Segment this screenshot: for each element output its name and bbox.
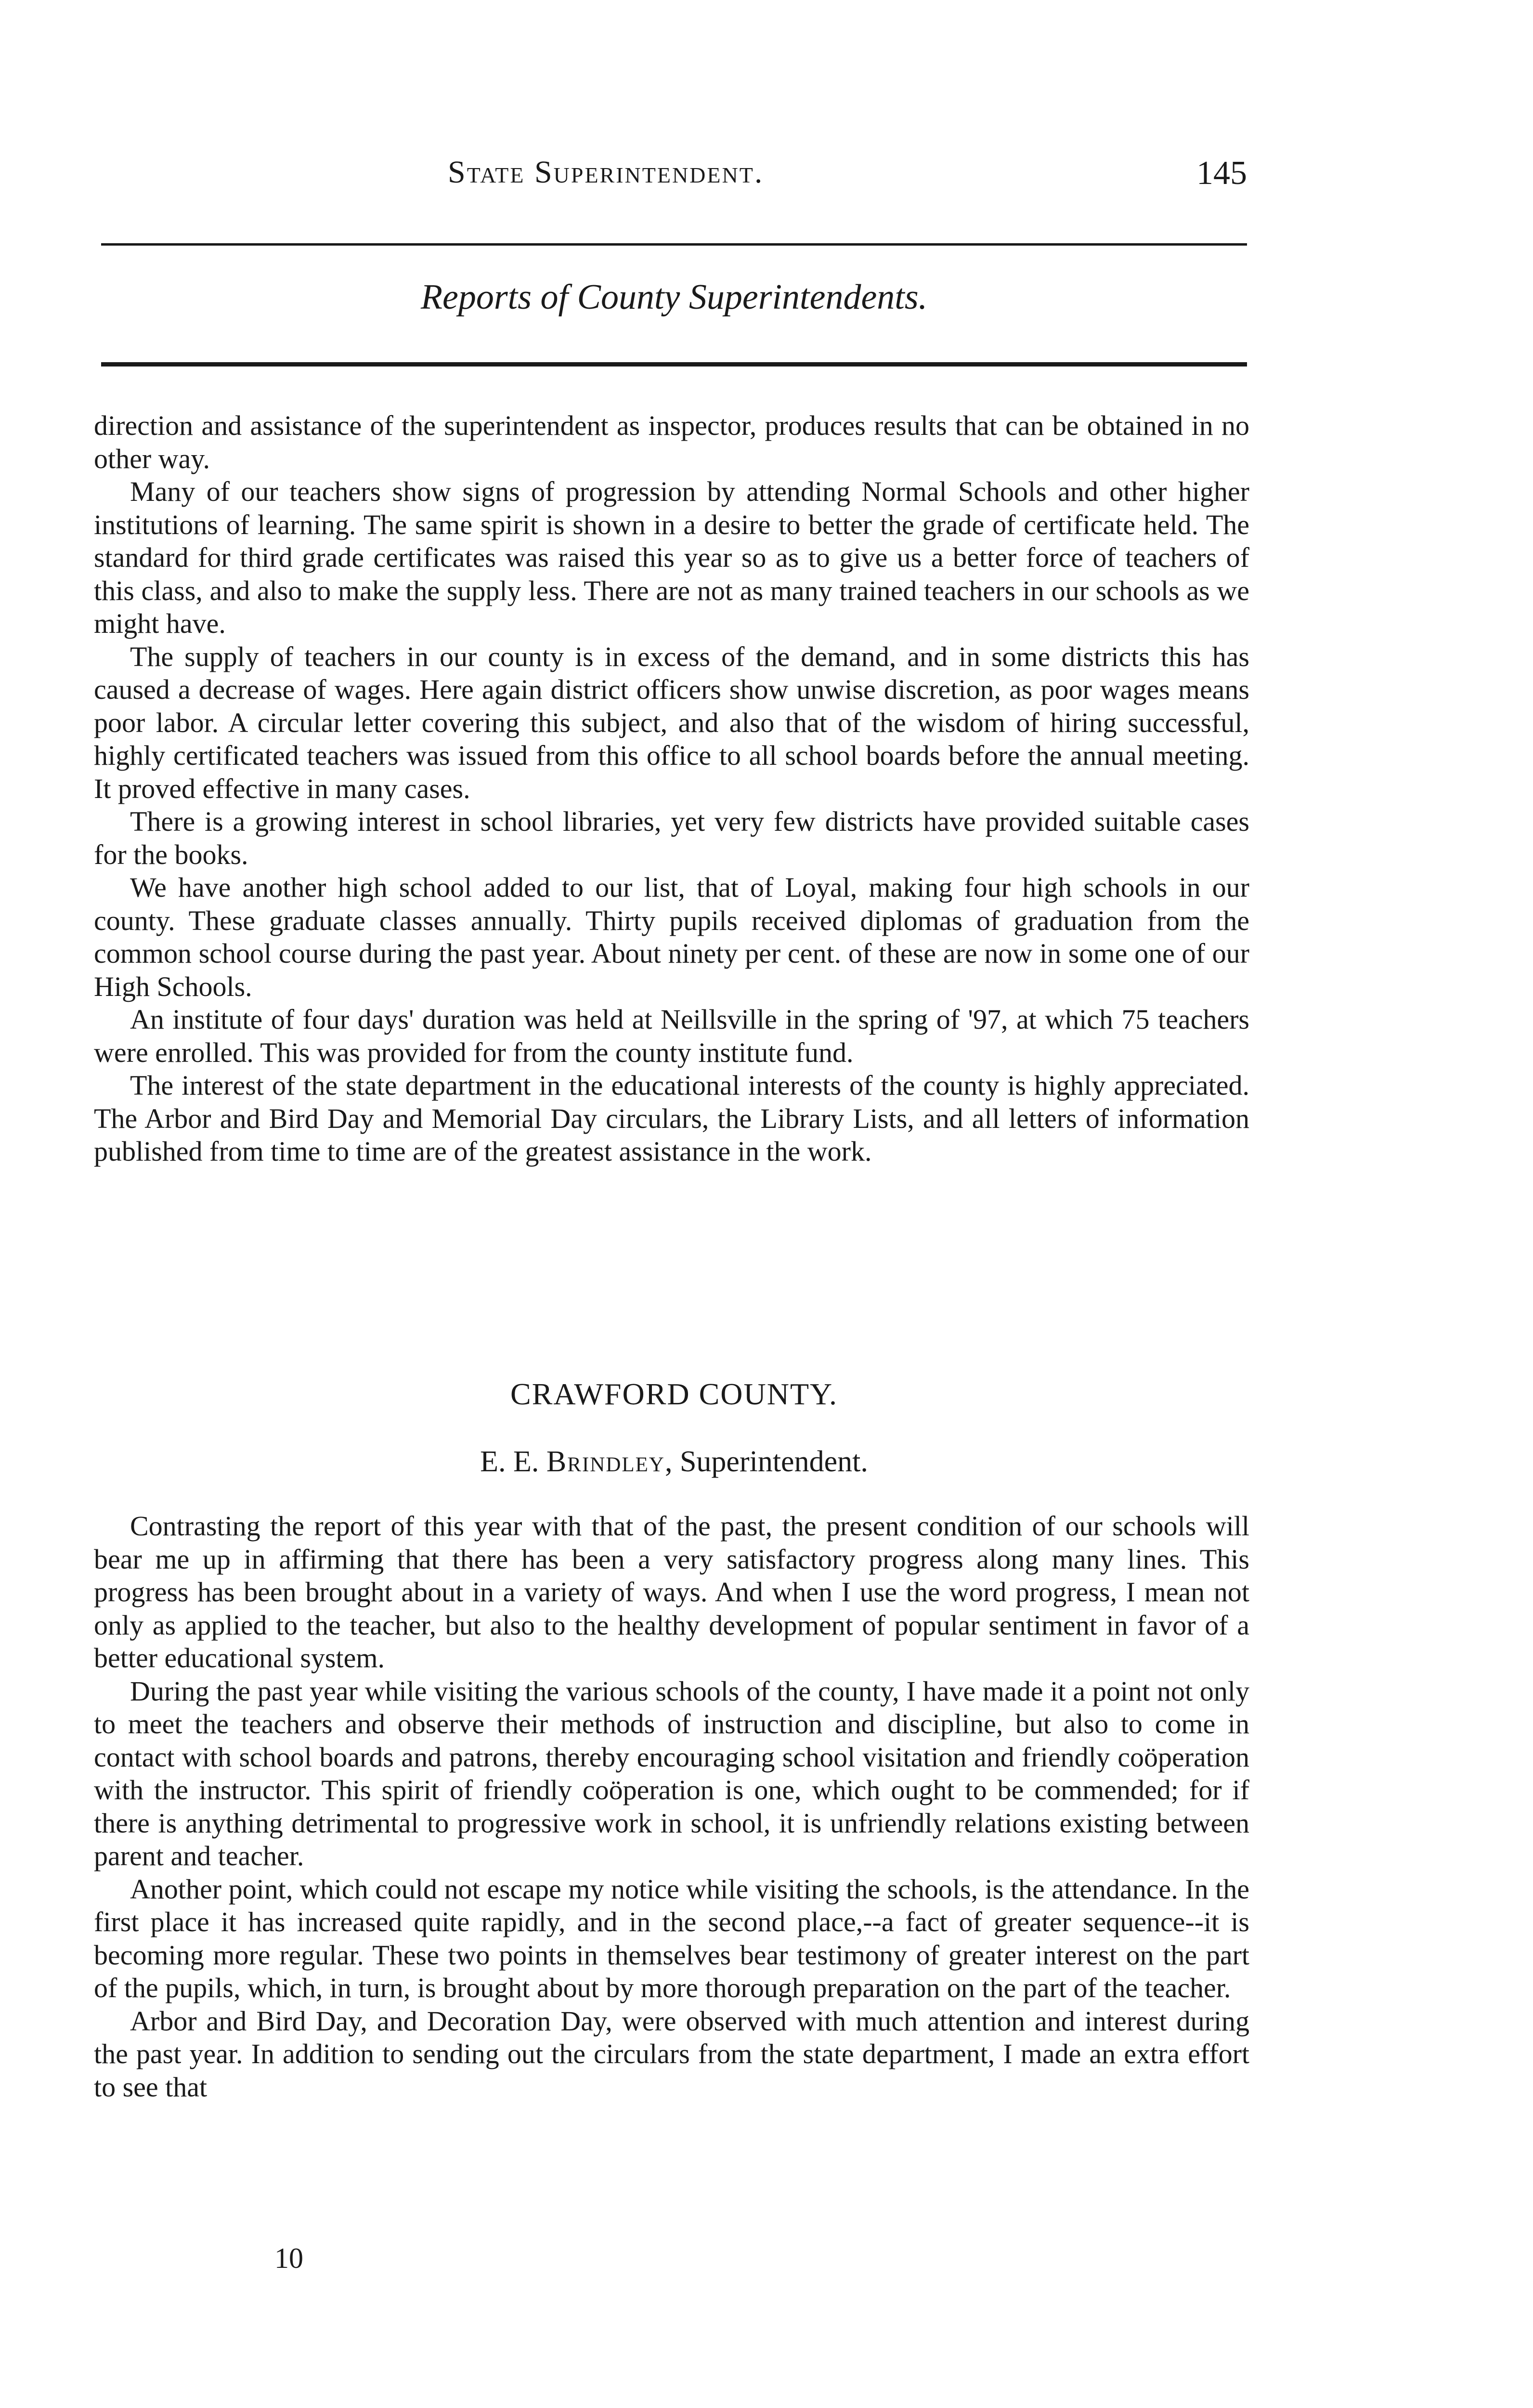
paragraph: The supply of teachers in our county is in excess of the demand, and in some districts this has caused a decrease of wages. Here again district officers show unwise discretion, as poor wages means poor labor. A circular letter covering this subject, and also that of the wisdom of hiring successful, highly certificated teachers was issued from this office to all school boards before the annual meeting. It proved effective in many cases. xyxy=(94,641,1249,804)
paragraph: The interest of the state department in the educational interests of the county is highly appreciated. The Arbor and Bird Day and Memorial Day circulars, the Library Lists, and all letters of information published from time to time are of the greatest assistance in the work. xyxy=(94,1070,1249,1167)
signature-mark: 10 xyxy=(274,2242,303,2274)
section-title: Reports of County Superintendents. xyxy=(420,277,928,317)
crawford-report-text xyxy=(94,1510,1249,2104)
paragraph: An institute of four days' duration was held at Neillsville in the spring of '97, at which 75 teachers were enrolled. This was provided for from the county institute fund. xyxy=(94,1004,1249,1068)
superintendent-initials: E. E. xyxy=(480,1445,539,1478)
superintendent-surname: Brindley xyxy=(546,1445,665,1478)
paragraph: Many of our teachers show signs of progression by attending Normal Schools and other higher institutions of learning. The same spirit is shown in a desire to better the grade of certificate held. The standard for third grade certificates was raised this year so as to give us a better force of teachers of this class, and also to make the supply less. There are not as many trained teachers in our schools as we might have. xyxy=(94,476,1249,639)
paragraph: During the past year while visiting the various schools of the county, I have made it a point not only to meet the teachers and observe their methods of instruction and discipline, but also to come in contact with school boards and patrons, thereby encouraging school visitation and friendly coöperation with the instructor. This spirit of friendly coöperation is one, which ought to be commended; for if there is anything detrimental to progressive work in school, it is unfriendly relations existing between parent and teacher. xyxy=(94,1675,1249,1871)
header-rule-bottom xyxy=(101,362,1247,366)
previous-report-text xyxy=(94,409,1249,1168)
superintendent-role: , Superintendent. xyxy=(664,1445,868,1478)
paragraph: Contrasting the report of this year with that of the past, the present condition of our schools will bear me up in affirming that there has been a very satisfactory progress along many lines. This progress has been brought about in a variety of ways. And when I use the word progress, I mean not only as applied to the teacher, but also to the healthy development of popular sentiment in favor of a better educational system. xyxy=(94,1510,1249,1674)
running-head xyxy=(101,144,1247,193)
paragraph: We have another high school added to our list, that of Loyal, making four high schools in our county. These graduate classes annually. Thirty pupils received diplomas of graduation from the common school course during the past year. About ninety per cent. of these are now in some one of our High Schools. xyxy=(94,872,1249,1002)
paragraph: Another point, which could not escape my notice while visiting the schools, is the attendance. In the first place it has increased quite rapidly, and in the second place,--a fact of greater sequence--it is becoming more regular. These two points in themselves bear testimony of greater interest on the part of the pupils, which, in turn, is brought about by more thorough preparation on the part of the teacher. xyxy=(94,1873,1249,2003)
paragraph: There is a growing interest in school libraries, yet very few districts have provided suitable cases for the books. xyxy=(94,806,1249,870)
running-title: State Superintendent. xyxy=(448,155,764,190)
superintendent-line xyxy=(101,1445,1247,1479)
paragraph: direction and assistance of the superintendent as inspector, produces results that can be obtained in no other way. xyxy=(94,410,1249,474)
county-title: CRAWFORD COUNTY. xyxy=(510,1377,838,1411)
page-number: 145 xyxy=(1196,155,1247,192)
paragraph: Arbor and Bird Day, and Decoration Day, were observed with much attention and interest during the past year. In addition to sending out the circulars from the state department, I made an extra effort to see that xyxy=(94,2005,1249,2103)
header-rule-top xyxy=(101,243,1247,246)
